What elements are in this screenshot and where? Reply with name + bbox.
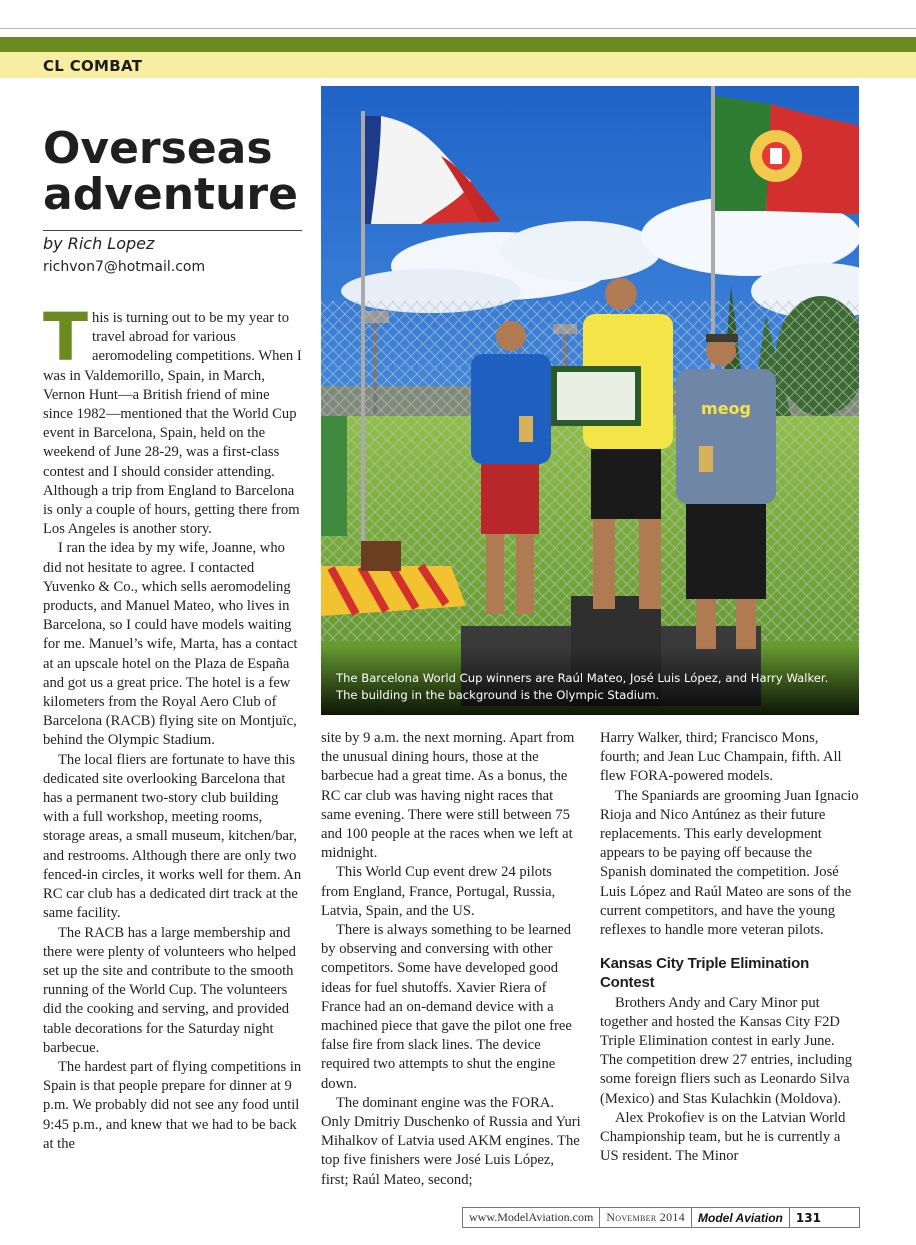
title-rule xyxy=(43,230,302,231)
page-footer xyxy=(462,1207,860,1228)
drop-cap: T xyxy=(43,299,89,376)
paragraph-8-continued: Harry Walker, third; Francisco Mons, fourth; and Jean Luc Champain, fifth. All flew FORA-powered models. xyxy=(600,730,842,785)
column-3 xyxy=(600,729,860,1166)
paragraph-6: This World Cup event drew 24 pilots from England, France, Portugal, Russia, Latvia, Spain, and the US. xyxy=(321,864,556,919)
page-number: 131 xyxy=(795,1210,821,1225)
paragraph-3: The local fliers are fortunate to have this dedicated site overlooking Barcelona that has a permanent two-story club building with a full workshop, meeting rooms, storage areas, a small museum, kitchen/bar, and restrooms. Although there are only two fenced-in circles, it works well for them. An RC car club has a dedicated dirt track at the same facility. xyxy=(43,751,302,922)
subhead-kansas-city: Kansas City Triple Elimination Contest xyxy=(600,955,810,992)
paragraph-4: The RACB has a large membership and there were plenty of volunteers who helped set up the site and contribute to the smooth running of the World Cup. The volunteers did the cooking and serving, and provided table decorations for the Saturday night barbecue. xyxy=(43,924,296,1056)
paragraph-8-start: The dominant engine was the FORA. Only Dmitriy Duschenko of Russia and Yuri Mihalkov of Latvia used AKM engines. The top five finishers were José Luis López, first; Raúl Mateo, second; xyxy=(321,1094,581,1188)
footer-url[interactable]: www.ModelAviation.com xyxy=(463,1208,600,1227)
paragraph-11: Alex Prokofiev is on the Latvian World Championship team, but he is currently a US resident. The Minor xyxy=(600,1109,846,1165)
paragraph-1: This is turning out to be my year to travel abroad for various aeromodeling competitions. When I was in Valdemorillo, Spain, in March, Vernon Hunt—a British friend of mine since 1982—mentioned that the World Cup event in Barcelona, Spain, held on the weekend of June 28-29, was a first-class contest and I should consider attending. Although a trip from England to Barcelona is only a couple of hours, getting there from Los Angeles is another story. xyxy=(43,299,302,538)
paragraph-5-start: The hardest part of flying competitions in Spain is that people prepare for dinner at 9 p.m. We probably did not see any food until 9:45 p.m., and knew that we had to be back at the xyxy=(43,1058,302,1152)
paragraph-7: There is always something to be learned by observing and conversing with other competitors. Some have developed good ideas for fuel shutoffs. Xavier Riera of France had an on-demand device with a machined piece that gave the pilot one free false fire from slack lines. The device required two attempts to shut the engine down. xyxy=(321,922,572,1092)
footer-magazine: Model Aviation xyxy=(692,1208,790,1227)
paragraph-2: I ran the idea by my wife, Joanne, who did not hesitate to agree. I contacted Yuvenko & Co., which sells aeromodeling products, and Manuel Mateo, who lives in Barcelona, so I could have models waiting for me. Manuel’s wife, Marta, has a contact at an upscale hotel on the Plaza de España and got us a great price. The hotel is a few kilometers from the Royal Aero Club of Barcelona (RACB) flying site on Montjuïc, behind the Olympic Stadium. xyxy=(43,540,298,749)
section-label: CL COMBAT xyxy=(43,57,143,75)
header-green-band xyxy=(0,37,916,52)
top-rule xyxy=(0,28,916,29)
photo-caption: The Barcelona World Cup winners are Raúl Mateo, José Luis López, and Harry Walker. The building in the background is the Olympic Stadium. xyxy=(336,671,829,702)
article-title: Overseas adventure xyxy=(43,123,298,220)
paragraph-5-continued: site by 9 a.m. the next morning. Apart from the unusual dining hours, those at the barbecue had a great time. As a bonus, the RC car club was having night races that same evening. There were still between 75 and 100 people at the races when we left at midnight. xyxy=(321,730,575,862)
shirt-text: meog xyxy=(701,399,751,418)
author-email[interactable]: richvon7@hotmail.com xyxy=(43,259,206,275)
podium-photo xyxy=(321,86,859,715)
footer-date: November 2014 xyxy=(600,1208,692,1227)
column-1 xyxy=(43,299,302,1154)
byline: by Rich Lopez xyxy=(43,234,155,253)
paragraph-10: Brothers Andy and Cary Minor put together and hosted the Kansas City F2D Triple Elimination contest in early June. The competition drew 27 entries, including some foreign fliers such as Leonardo Silva (Mexico) and Stas Kulachkin (Moldova). xyxy=(600,994,853,1107)
paragraph-9: The Spaniards are grooming Juan Ignacio Rioja and Nico Antúnez as their future replacements. This early development appears to be paying off because the Spanish dominated the competition. José Luis López and Raúl Mateo are sons of the current competitors, and have the young reflexes to handle more veteran pilots. xyxy=(600,787,859,939)
column-2 xyxy=(321,729,583,1190)
